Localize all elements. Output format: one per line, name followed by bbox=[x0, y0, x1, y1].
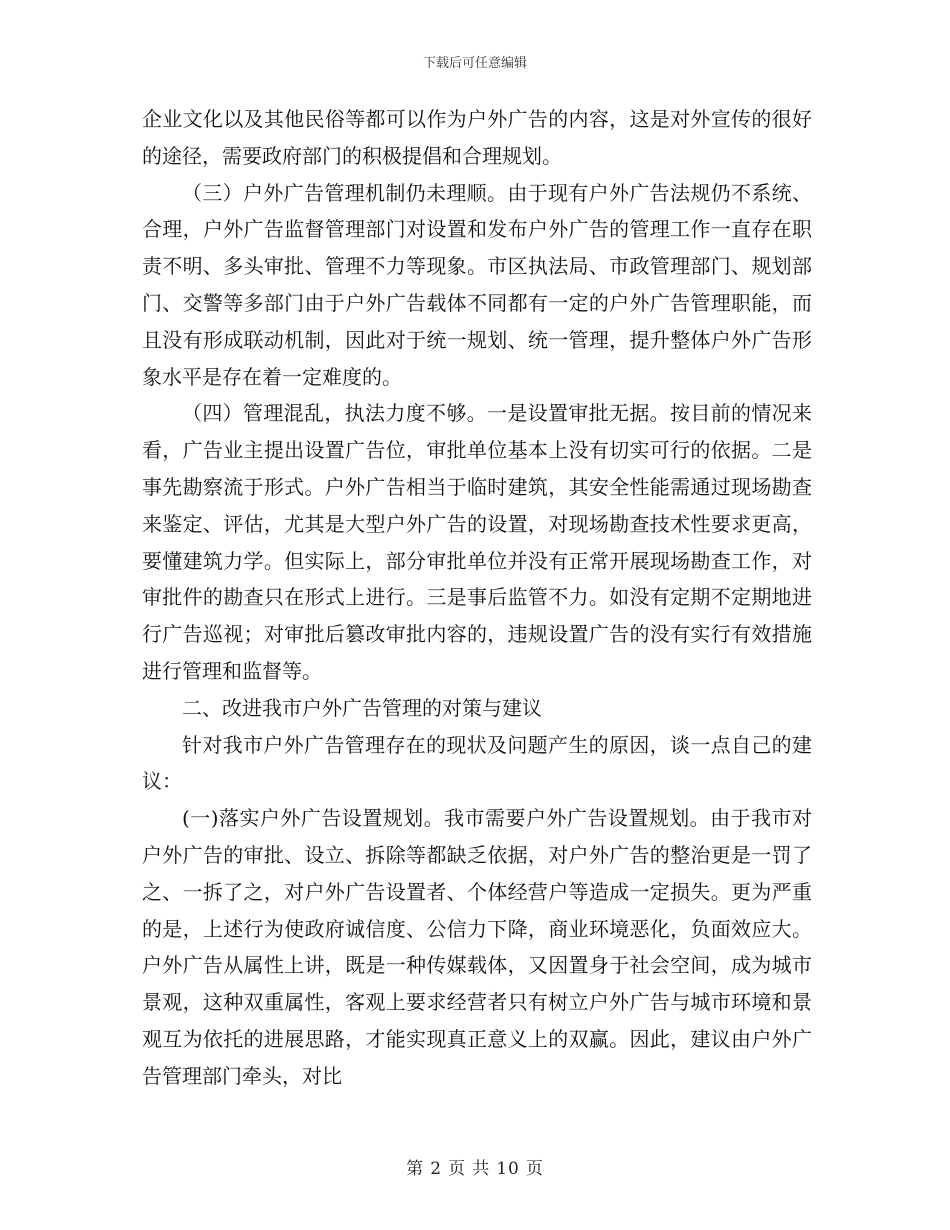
page-header: 下载后可任意编辑 bbox=[422, 56, 527, 71]
paragraph-3: （四）管理混乱，执法力度不够。一是设置审批无据。按目前的情况来看，广告业主提出设置广告位，审批单位基本上没有切实可行的依据。二是事先勘察流于形式。户外广告相当于临时建筑，其安全性能需通过现场勘查来鉴定、评估，尤其是大型户外广告的设置，对现场勘查技术性要求更高，要懂建筑力学。但实际上，部分审批单位并没有正常开展现场勘查工作，对审批件的勘查只在形式上进行。三是事后监管不力。如没有定期不定期地进行广告巡视；对审批后篡改审批内容的，违规设置广告的没有实行有效措施进行管理和监督等。 bbox=[142, 401, 812, 683]
page-footer: 第 2 页 共 10 页 bbox=[406, 1159, 544, 1179]
paragraph-2: （三）户外广告管理机制仍未理顺。由于现有户外广告法规仍不系统、合理，户外广告监督管理部门对设置和发布户外广告的管理工作一直存在职责不明、多头审批、管理不力等现象。市区执法局、市政管理部门、规划部门、交警等多部门由于户外广告载体不同都有一定的户外广告管理职能，而且没有形成联动机制，因此对于统一规划、统一管理，提升整体户外广告形象水平是存在着一定难度的。 bbox=[142, 180, 812, 389]
paragraph-1: 企业文化以及其他民俗等都可以作为户外广告的内容，这是对外宣传的很好的途径，需要政府部门的积极提倡和合理规划。 bbox=[142, 107, 812, 168]
paragraph-5: (一)落实户外广告设置规划。我市需要户外广告设置规划。由于我市对户外广告的审批、设立、拆除等都缺乏依据，对户外广告的整治更是一罚了之、一拆了之，对户外广告设置者、个体经营户等造成一定损失。更为严重的是，上述行为使政府诚信度、公信力下降，商业环境恶化，负面效应大。户外广告从属性上讲，既是一种传媒载体，又因置身于社会空间，成为城市景观，这种双重属性，客观上要求经营者只有树立户外广告与城市环境和景观互为依托的进展思路，才能实现真正意义上的双赢。因此，建议由户外广告管理部门牵头，对比 bbox=[142, 806, 812, 1088]
paragraph-4: 针对我市户外广告管理存在的现状及问题产生的原因，谈一点自己的建议： bbox=[142, 732, 812, 794]
section-heading: 二、改进我市户外广告管理的对策与建议 bbox=[182, 695, 542, 720]
document-body bbox=[142, 101, 812, 1095]
